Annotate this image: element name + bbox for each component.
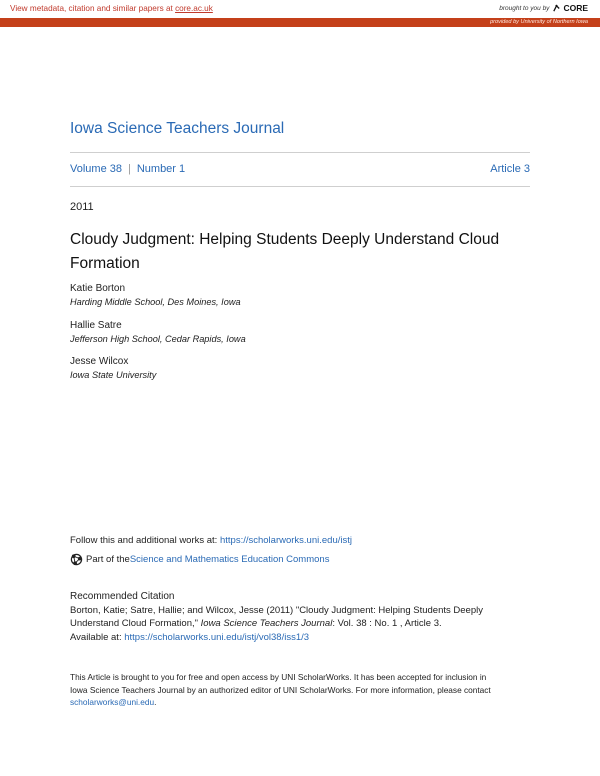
core-banner: [0, 0, 600, 18]
provider-text: provided by University of Northern Iowa: [490, 19, 588, 25]
core-metadata-text: View metadata, citation and similar papers at: [10, 4, 176, 13]
journal-title-link[interactable]: Iowa Science Teachers Journal: [70, 120, 285, 137]
core-ac-uk-link[interactable]: core.ac.uk: [175, 4, 213, 13]
footer-end: .: [154, 697, 157, 707]
volume-link[interactable]: Volume 38: [70, 163, 122, 175]
author-affiliation: Iowa State University: [70, 370, 157, 380]
author-block: [70, 356, 156, 380]
issue-row: [70, 163, 530, 175]
article-title: Cloudy Judgment: Helping Students Deeply Understand Cloud Formation: [70, 231, 500, 272]
author-block: [70, 283, 241, 307]
author-name: Hallie Satre: [70, 320, 122, 331]
core-logo: [552, 3, 588, 13]
separator: |: [127, 163, 131, 175]
footer-line-2: Iowa Science Teachers Journal by an authorized editor of UNI ScholarWorks. For more information, please contact: [70, 684, 491, 695]
citation-line-1: Borton, Katie; Satre, Hallie; and Wilcox, Jesse (2011) "Cloudy Judgment: Helping Students Deeply: [70, 604, 483, 616]
citation-heading: Recommended Citation: [70, 591, 175, 602]
core-logo-icon: [552, 4, 561, 13]
commons-link[interactable]: Science and Mathematics Education Commons: [129, 554, 330, 565]
article-url-link[interactable]: https://scholarworks.uni.edu/istj/vol38/iss1/3: [124, 631, 310, 643]
author-block: [70, 320, 246, 344]
contact-email-link[interactable]: scholarworks@uni.edu: [70, 697, 155, 707]
recommended-citation: [70, 590, 540, 644]
available-text: Available at:: [70, 631, 125, 643]
article-link[interactable]: Article 3: [490, 163, 530, 175]
follow-link[interactable]: https://scholarworks.uni.edu/istj: [219, 535, 352, 546]
divider-bottom: [70, 186, 530, 187]
core-provider-bar: [0, 18, 600, 27]
divider-top: [70, 152, 530, 153]
author-affiliation: Harding Middle School, Des Moines, Iowa: [70, 297, 241, 307]
follow-line: [70, 535, 352, 546]
author-name: Katie Borton: [70, 283, 126, 294]
core-brand[interactable]: [499, 3, 588, 13]
commons-network-icon: [70, 553, 83, 566]
part-of-text: Part of the: [86, 554, 130, 565]
citation-line-2-pre: Understand Cloud Formation,": [70, 618, 201, 629]
brought-to-you-text: brought to you by: [499, 4, 550, 12]
part-of-line: [70, 553, 329, 566]
citation-journal: Iowa Science Teachers Journal: [200, 618, 333, 629]
author-name: Jesse Wilcox: [70, 356, 129, 367]
core-logo-text: CORE: [563, 3, 588, 13]
citation-line-2-post: : Vol. 38 : No. 1 , Article 3.: [332, 618, 442, 629]
footer-line-1: This Article is brought to you for free and open access by UNI ScholarWorks. It has been accepted for inclusion in: [70, 672, 487, 682]
follow-text: Follow this and additional works at:: [70, 535, 220, 546]
core-metadata-link[interactable]: [10, 4, 213, 13]
access-footer: [70, 671, 540, 709]
number-link[interactable]: Number 1: [136, 163, 186, 175]
publication-year: 2011: [70, 201, 94, 213]
author-affiliation: Jefferson High School, Cedar Rapids, Iowa: [70, 334, 246, 344]
